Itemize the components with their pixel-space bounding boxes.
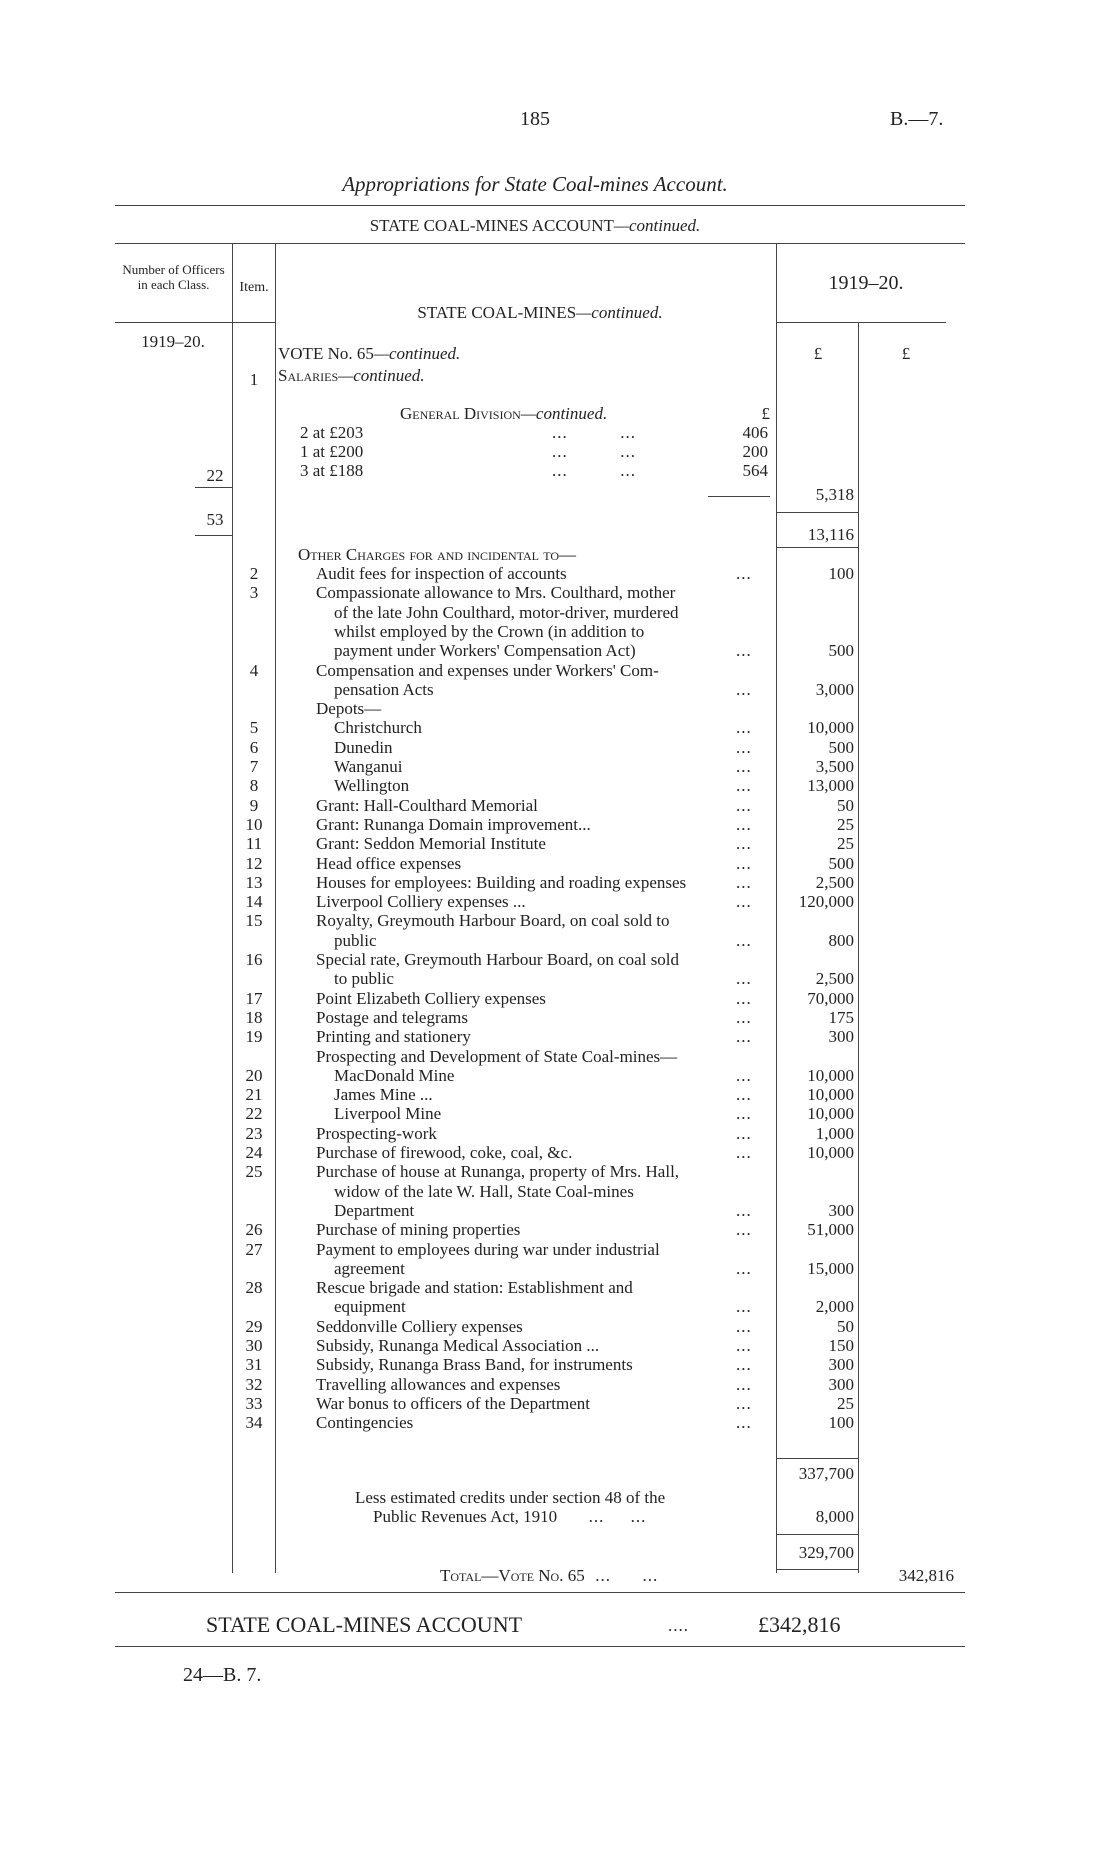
leader-dots: ...: [736, 795, 752, 815]
leader-dots: ... ...: [552, 423, 636, 442]
leader-dots: ...: [736, 679, 752, 699]
charge-description: Purchase of firewood, coke, coal, &c.: [316, 1143, 573, 1162]
charge-description: Depots—: [316, 699, 382, 719]
account-total-value: £342,816: [758, 1612, 841, 1637]
charge-description: Liverpool Colliery expenses ...: [316, 892, 526, 912]
salary-row-label: 2 at £203: [300, 423, 364, 442]
leader-dots: ...: [736, 564, 752, 583]
charge-description: Department: [334, 1200, 415, 1220]
rule-table-top: [115, 243, 965, 244]
item-column-header: Item.: [239, 280, 269, 295]
item-number: 17: [245, 988, 263, 1008]
leader-dots: ...: [736, 1258, 752, 1278]
rule-subtotal: [708, 496, 770, 497]
item-number: 3: [249, 583, 259, 603]
item-number: 21: [245, 1085, 263, 1105]
leader-dots: ...: [736, 853, 752, 873]
charge-amount: 120,000: [798, 892, 854, 912]
charge-description: Grant: Runanga Domain improvement...: [316, 814, 591, 834]
item-number: 18: [245, 1007, 263, 1027]
document-reference: B.—7.: [890, 108, 944, 130]
charge-amount: 50: [837, 1316, 854, 1336]
charge-amount: 500: [828, 641, 854, 661]
item-number: 20: [245, 1065, 263, 1085]
charge-description: Houses for employees: Building and roading expenses: [316, 872, 687, 892]
charge-description: Christchurch: [334, 718, 422, 738]
col-divider-item: [275, 243, 276, 1573]
rule-net-total: [776, 1534, 858, 1535]
salary-row-value: 406: [742, 423, 768, 442]
section-title: STATE COAL-MINES—continued.: [417, 303, 663, 322]
charge-amount: 70,000: [807, 988, 854, 1008]
rule-net-total-bottom: [776, 1569, 858, 1570]
charge-description: MacDonald Mine: [334, 1065, 455, 1085]
item-number: 5: [249, 718, 259, 738]
leader-dots: ...: [736, 1413, 752, 1433]
charge-description: whilst employed by the Crown (in addition to: [334, 621, 645, 641]
pound-header-2: £: [901, 344, 911, 363]
charge-amount: 1,000: [815, 1123, 854, 1143]
account-total-label: STATE COAL-MINES ACCOUNT: [206, 1612, 523, 1637]
charge-description: Grant: Hall-Coulthard Memorial: [316, 795, 538, 815]
salary-row-label: 1 at £200: [300, 442, 364, 461]
charge-amount: 300: [828, 1027, 854, 1047]
charge-description: Printing and stationery: [316, 1027, 471, 1047]
rule-officers-head: [115, 322, 232, 323]
gross-total: 337,700: [798, 1464, 854, 1483]
leader-dots: ...: [736, 737, 752, 757]
leader-dots: ...: [736, 814, 752, 834]
item-number: 9: [249, 795, 259, 815]
leader-dots: ...: [736, 1027, 752, 1047]
item-number: 16: [245, 950, 263, 969]
account-total-dots: ....: [668, 1616, 689, 1635]
charge-description: Prospecting-work: [316, 1123, 437, 1143]
salaries-label: Salaries—continued.: [278, 366, 425, 385]
charge-description: Compensation and expenses under Workers' Com-: [316, 660, 659, 680]
item-number: 10: [245, 814, 263, 834]
charge-description: Dunedin: [334, 737, 393, 757]
leader-dots: ...: [736, 892, 752, 912]
rule-officers-total: [195, 535, 232, 536]
charge-description: Payment to employees during war under industrial: [316, 1239, 660, 1259]
leader-dots: ... ...: [552, 442, 636, 461]
charge-amount: 150: [828, 1336, 854, 1355]
leader-dots: ... ...: [552, 461, 636, 480]
charge-amount: 10,000: [807, 1143, 854, 1162]
leader-dots: ...: [736, 1355, 752, 1375]
leader-dots: ...: [736, 969, 752, 989]
leader-dots: ...: [736, 1316, 752, 1336]
charge-amount: 10,000: [807, 1104, 854, 1124]
leader-dots: ...: [736, 641, 752, 661]
charge-description: James Mine ...: [334, 1085, 433, 1105]
charge-amount: 15,000: [807, 1258, 854, 1278]
less-credits-value: 8,000: [815, 1507, 854, 1526]
leader-dots: ...: [736, 757, 752, 776]
item-number: 6: [249, 737, 259, 757]
charge-amount: 13,000: [807, 776, 854, 796]
charge-amount: 300: [828, 1374, 854, 1394]
item-number: 27: [245, 1239, 263, 1259]
charge-description: Subsidy, Runanga Brass Band, for instruments: [316, 1355, 633, 1375]
vote-label: VOTE No. 65—continued.: [278, 344, 461, 363]
leader-dots: ...: [736, 1297, 752, 1317]
charge-amount: 2,500: [815, 872, 854, 892]
charge-description: Compassionate allowance to Mrs. Coulthard, mother: [316, 583, 676, 603]
charge-amount: 10,000: [807, 718, 854, 738]
rule-salaries-total: [776, 547, 858, 548]
charge-amount: 25: [837, 1393, 854, 1413]
leader-dots: ...: [736, 1007, 752, 1027]
charge-description: payment under Workers' Compensation Act): [334, 641, 636, 661]
charge-description: public: [334, 930, 377, 950]
col-divider-officers: [232, 243, 233, 1573]
leader-dots: ...: [736, 1220, 752, 1240]
charge-description: Subsidy, Runanga Medical Association ...: [316, 1336, 600, 1355]
charge-description: of the late John Coulthard, motor-driver, murdered: [334, 602, 679, 622]
charge-amount: 25: [837, 814, 854, 834]
less-credits-line-1: Less estimated credits under section 48 of the: [355, 1488, 666, 1507]
charge-description: Prospecting and Development of State Coal-mines—: [316, 1046, 678, 1066]
leader-dots: ...: [736, 1374, 752, 1394]
charge-description: Special rate, Greymouth Harbour Board, on coal sold: [316, 950, 680, 969]
rule-salaries-sub: [776, 512, 858, 513]
officers-column-header: Number of Officers in each Class.: [122, 262, 225, 292]
item-number: 15: [245, 911, 263, 931]
officers-year: 1919–20.: [141, 332, 205, 351]
general-division-label: General Division—continued.: [400, 404, 608, 423]
charge-description: Purchase of mining properties: [316, 1220, 521, 1240]
item-number: 12: [245, 853, 263, 873]
charge-amount: 25: [837, 834, 854, 854]
item-number: 33: [245, 1393, 263, 1413]
item-number: 4: [249, 660, 259, 680]
leader-dots: ...: [736, 718, 752, 738]
salaries-total: 13,116: [807, 525, 854, 544]
leader-dots: ...: [736, 1104, 752, 1124]
charge-description: Rescue brigade and station: Establishment and: [316, 1278, 633, 1298]
item-number: 19: [245, 1027, 263, 1047]
leader-dots: ...: [736, 1085, 752, 1105]
charge-description: Head office expenses: [316, 853, 462, 873]
charge-amount: 3,500: [815, 757, 854, 776]
item-number: 7: [249, 757, 259, 776]
charge-amount: 51,000: [807, 1220, 854, 1240]
item-number: 32: [245, 1374, 263, 1394]
leader-dots: ...: [736, 1143, 752, 1162]
item-number: 29: [245, 1316, 263, 1336]
officers-total: 53: [206, 510, 224, 529]
item-number: 1: [249, 370, 259, 389]
pound-sub: £: [761, 404, 770, 423]
year-header: 1919–20.: [828, 272, 904, 294]
item-number: 23: [245, 1123, 263, 1143]
charge-description: Grant: Seddon Memorial Institute: [316, 834, 546, 854]
charge-amount: 2,500: [815, 969, 854, 989]
charge-description: equipment: [334, 1297, 406, 1317]
charge-description: to public: [334, 969, 394, 989]
page-number: 185: [520, 108, 550, 130]
charge-amount: 10,000: [807, 1065, 854, 1085]
charge-description: War bonus to officers of the Department: [316, 1393, 591, 1413]
vote-total-value: 342,816: [898, 1566, 954, 1585]
charge-amount: 500: [828, 853, 854, 873]
leader-dots: ...: [736, 1065, 752, 1085]
net-total: 329,700: [798, 1543, 854, 1562]
charge-amount: 50: [837, 795, 854, 815]
salary-row-label: 3 at £188: [300, 461, 364, 480]
charge-amount: 100: [828, 1413, 854, 1433]
charge-amount: 300: [828, 1200, 854, 1220]
signature-mark: 24—B. 7.: [183, 1664, 262, 1686]
salary-row-value: 200: [742, 442, 768, 461]
charge-description: agreement: [334, 1258, 405, 1278]
rule-table-bottom: [115, 1592, 965, 1593]
charge-amount: 10,000: [807, 1085, 854, 1105]
charge-amount: 800: [828, 930, 854, 950]
charge-amount: 300: [828, 1355, 854, 1375]
charge-amount: 3,000: [815, 679, 854, 699]
pound-header-1: £: [813, 344, 823, 363]
rule-officers-sub: [195, 487, 232, 488]
charge-amount: 500: [828, 737, 854, 757]
charge-description: Travelling allowances and expenses: [316, 1374, 561, 1394]
item-number: 28: [245, 1278, 263, 1298]
col-divider-total: [858, 322, 859, 1573]
other-charges-heading: Other Charges for and incidental to—: [298, 545, 577, 564]
charge-description: Seddonville Colliery expenses: [316, 1316, 523, 1336]
leader-dots: ...: [736, 988, 752, 1008]
vote-total-label: Total—Vote No. 65 ... ...: [440, 1566, 659, 1585]
leader-dots: ...: [736, 834, 752, 854]
item-number: 34: [245, 1413, 263, 1433]
charge-description: Wellington: [334, 776, 410, 796]
charge-description: Royalty, Greymouth Harbour Board, on coal sold to: [316, 911, 670, 931]
rule-gross-total: [776, 1458, 858, 1459]
leader-dots: ...: [736, 872, 752, 892]
charge-description: Contingencies: [316, 1413, 414, 1433]
charge-description: Audit fees for inspection of accounts: [316, 564, 567, 583]
leader-dots: ...: [736, 776, 752, 796]
charge-amount: 100: [828, 564, 854, 583]
item-number: 30: [245, 1336, 263, 1355]
item-number: 11: [245, 834, 263, 854]
item-number: 24: [245, 1143, 263, 1162]
item-number: 8: [249, 776, 259, 796]
officers-subtotal: 22: [206, 466, 224, 485]
item-number: 13: [245, 872, 263, 892]
salaries-subtotal: 5,318: [815, 485, 854, 504]
item-number: 26: [245, 1220, 263, 1240]
rule-year-head: [776, 322, 946, 323]
leader-dots: ...: [736, 1123, 752, 1143]
charge-description: Wanganui: [334, 757, 403, 776]
item-number: 14: [245, 892, 263, 912]
leader-dots: ...: [736, 930, 752, 950]
rule-top: [115, 205, 965, 206]
item-number: 25: [245, 1162, 263, 1182]
item-number: 31: [245, 1355, 263, 1375]
rule-account-bottom: [115, 1646, 965, 1647]
item-number: 22: [245, 1104, 263, 1124]
charge-description: pensation Acts: [334, 679, 434, 699]
account-subtitle: STATE COAL-MINES ACCOUNT—continued.: [369, 216, 701, 235]
item-number: 2: [249, 564, 259, 583]
charge-description: Point Elizabeth Colliery expenses: [316, 988, 546, 1008]
charge-amount: 175: [828, 1007, 854, 1027]
salary-row-value: 564: [742, 461, 768, 480]
charge-description: Liverpool Mine: [334, 1104, 442, 1124]
charge-description: Postage and telegrams: [316, 1007, 469, 1027]
page-title: Appropriations for State Coal-mines Account.: [342, 172, 728, 196]
less-credits-line-2: Public Revenues Act, 1910 ... ...: [373, 1507, 647, 1526]
rule-item-head: [232, 322, 275, 323]
leader-dots: ...: [736, 1393, 752, 1413]
charge-description: widow of the late W. Hall, State Coal-mines: [334, 1181, 634, 1201]
charge-description: Purchase of house at Runanga, property of Mrs. Hall,: [316, 1162, 680, 1182]
leader-dots: ...: [736, 1336, 752, 1355]
charge-amount: 2,000: [815, 1297, 854, 1317]
leader-dots: ...: [736, 1200, 752, 1220]
